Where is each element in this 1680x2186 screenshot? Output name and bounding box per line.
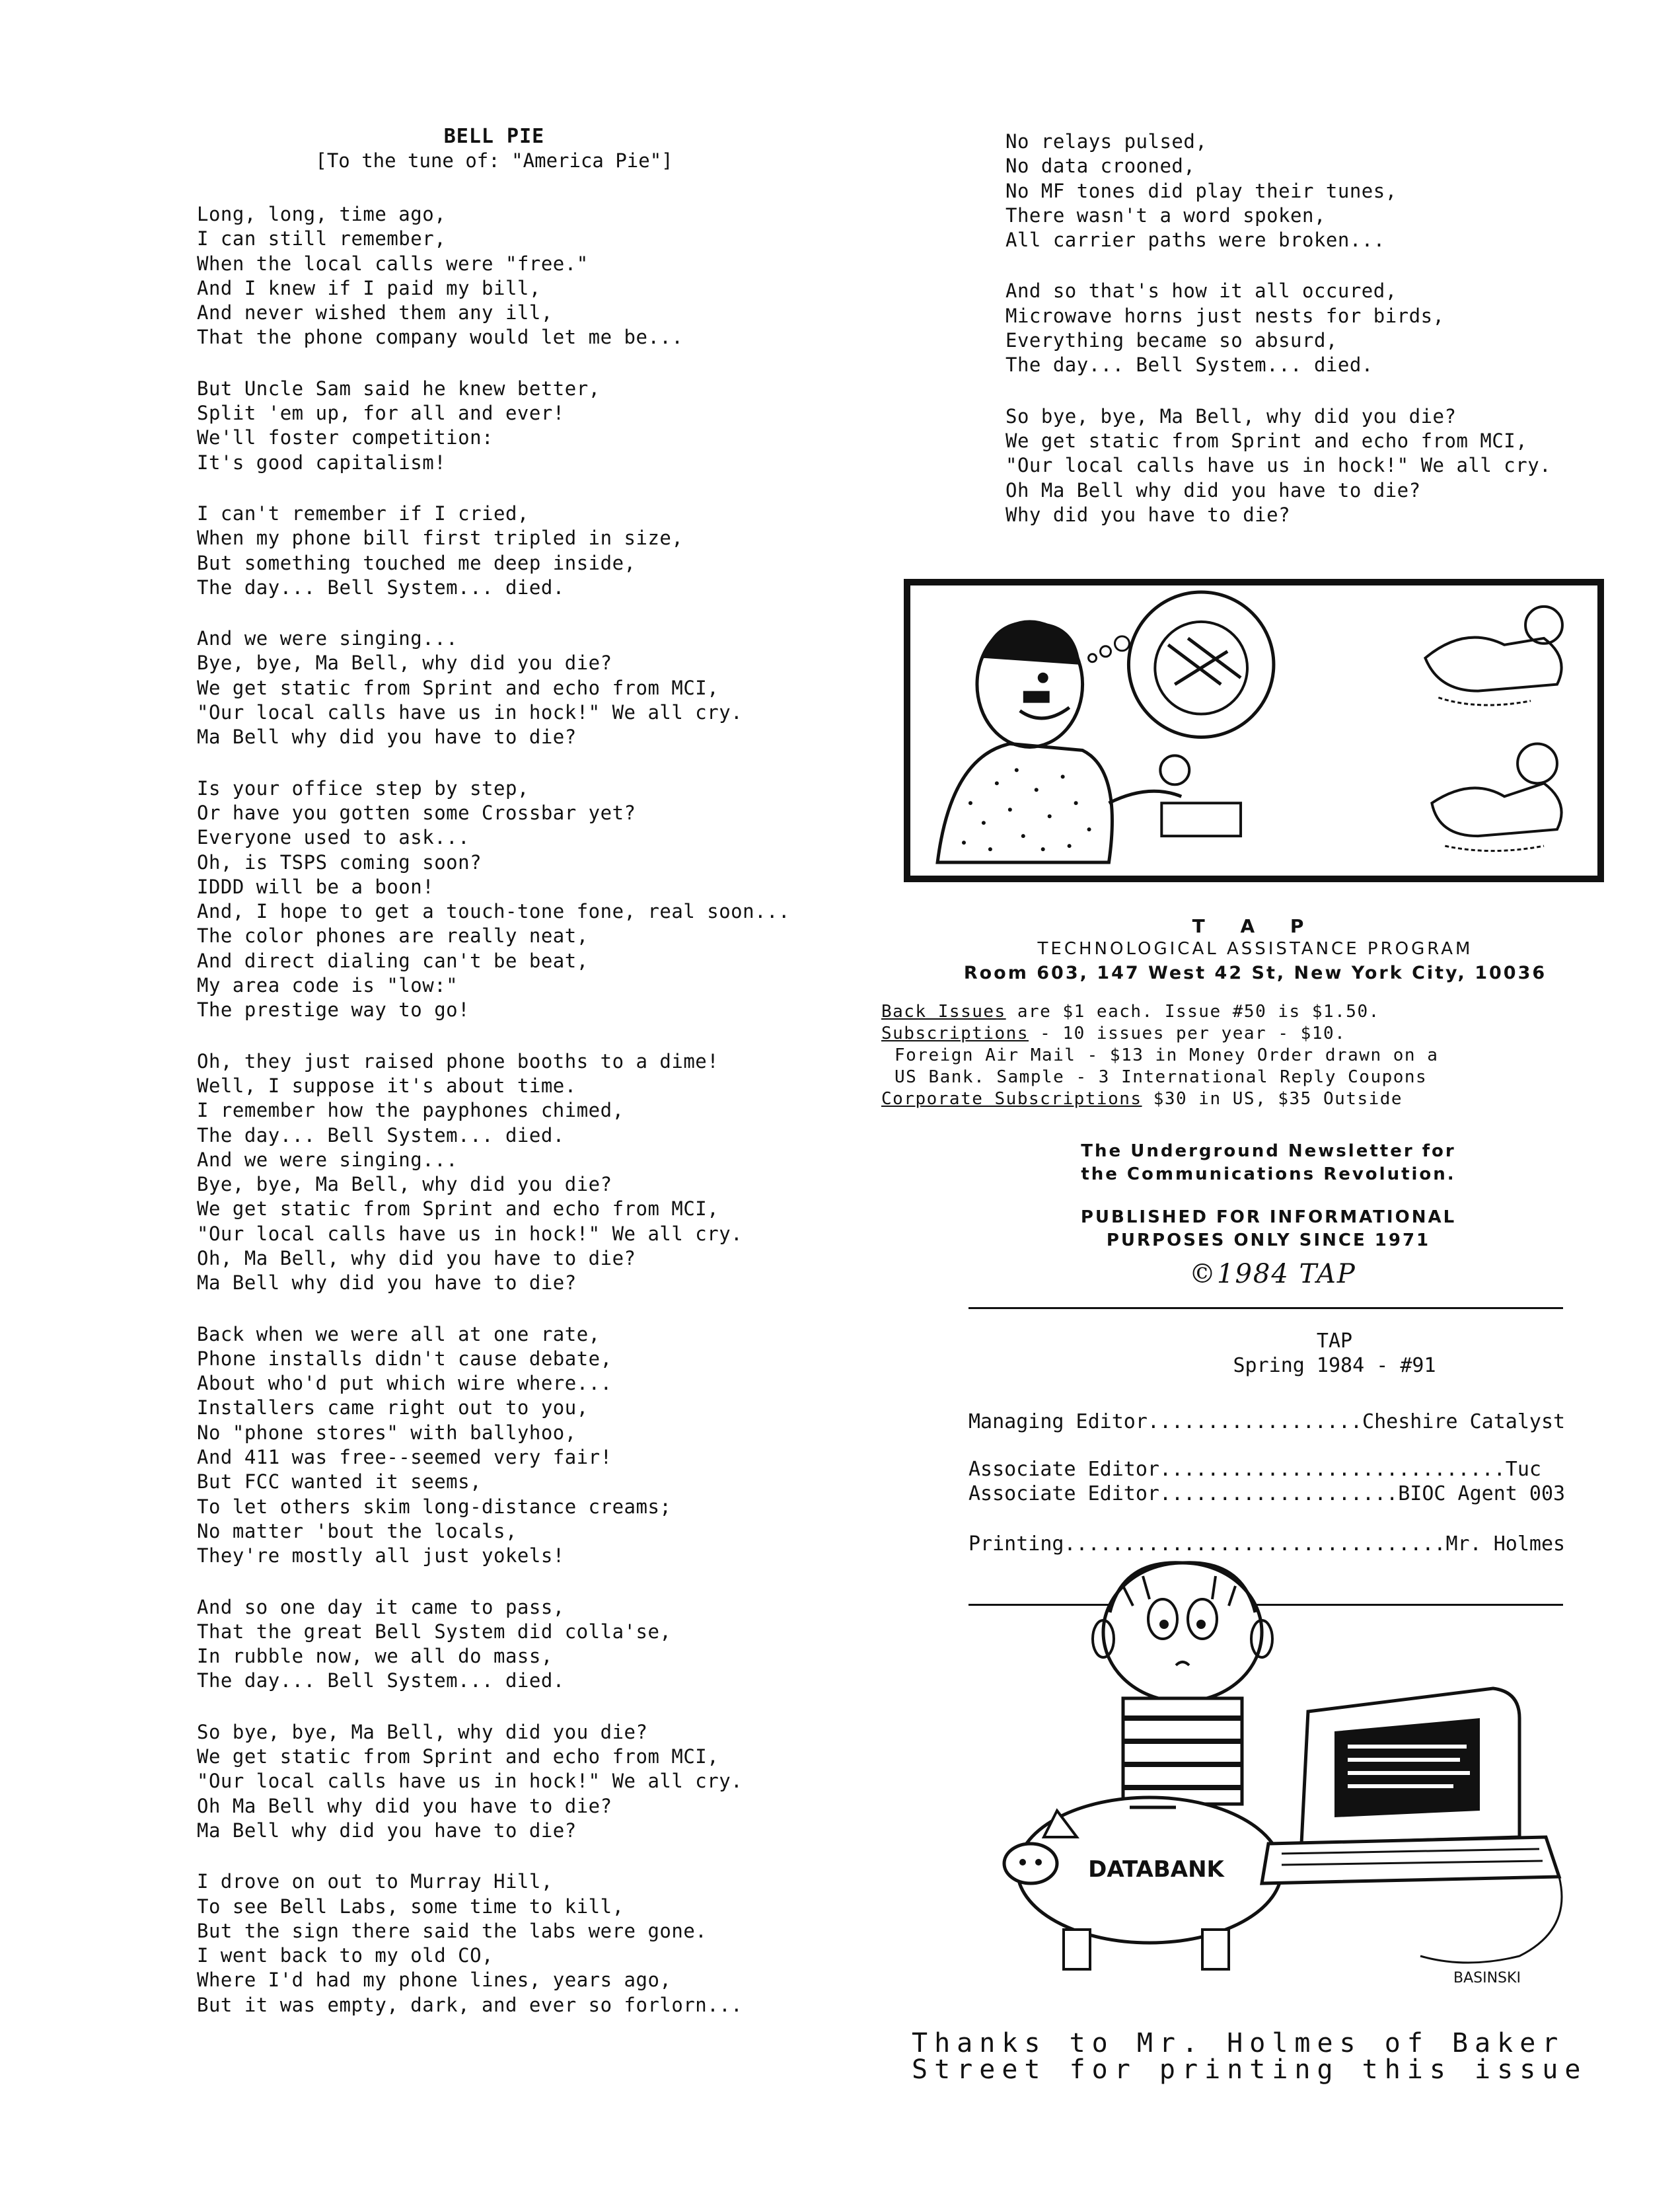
stanza — [197, 1322, 791, 1569]
lyric-line: The day... Bell System... died. — [197, 1669, 565, 1692]
lyric-line: We get static from Sprint and echo from MCI, — [197, 1197, 719, 1221]
stanza — [197, 502, 791, 600]
divider-rule-top — [968, 1307, 1563, 1309]
lyric-line: Long, long, time ago, — [197, 203, 447, 225]
lyric-line: The prestige way to go! — [197, 999, 470, 1022]
us-bank-line: US Bank. Sample - 3 International Reply Coupons — [895, 1067, 1428, 1087]
stanza — [197, 1720, 791, 1843]
lyric-line: We'll foster competition: — [197, 426, 493, 449]
lyric-line: Or have you gotten some Crossbar yet? — [197, 801, 636, 824]
lyric-line: Oh, Ma Bell, why did you have to die? — [197, 1246, 636, 1269]
tap-address: Room 603, 147 West 42 St, New York City, 10036 — [963, 963, 1547, 983]
lyric-line: It's good capitalism! — [197, 451, 447, 474]
corporate-label: Corporate Subscriptions — [881, 1089, 1142, 1109]
lyric-line: Oh, they just raised phone booths to a dime! — [197, 1049, 719, 1073]
lyric-line: "Our local calls have us in hock!" We all cry. — [1005, 454, 1552, 477]
lyric-line: But FCC wanted it seems, — [197, 1470, 482, 1493]
lyric-line: I can't remember if I cried, — [197, 502, 529, 525]
lyric-line: I can still remember, — [197, 227, 447, 250]
lyric-line: The color phones are really neat, — [197, 924, 589, 948]
lyric-line: Oh Ma Bell why did you have to die? — [1005, 478, 1421, 502]
lyric-line: No MF tones did play their tunes, — [1005, 179, 1397, 202]
lyric-line: Is your office step by step, — [197, 776, 529, 800]
lyric-line: And direct dialing can't be beat, — [197, 949, 589, 972]
lyric-line: IDDD will be a boon! — [197, 875, 435, 898]
lyric-line: No relays pulsed, — [1005, 130, 1208, 153]
song-subtitle: [To the tune of: "America Pie"] — [315, 149, 673, 172]
stanza — [1005, 279, 1600, 377]
lyric-line: The day... Bell System... died. — [197, 1123, 565, 1147]
thanks-note — [912, 2030, 1638, 2083]
lyric-line: No data crooned, — [1005, 155, 1196, 178]
subscription-rates — [881, 1001, 1654, 1110]
lyric-line: That the phone company would let me be... — [197, 326, 684, 349]
lyric-line: Everything became so absurd, — [1005, 329, 1338, 352]
lyric-line: And we were singing... — [197, 1148, 458, 1171]
corporate-line — [881, 1088, 1654, 1110]
lyric-line: My area code is "low:" — [197, 974, 458, 997]
lyric-line: About who'd put which wire where... — [197, 1372, 612, 1395]
lyric-line: But the sign there said the labs were gone. — [197, 1919, 708, 1942]
lyric-line: Installers came right out to you, — [197, 1396, 589, 1419]
lyric-line: Oh, is TSPS coming soon? — [197, 850, 482, 874]
tap-info — [872, 915, 1638, 987]
lyric-line: We get static from Sprint and echo from MCI, — [197, 1745, 719, 1768]
lyric-line: Well, I suppose it's about time. — [197, 1074, 577, 1097]
back-issues-line — [881, 1001, 1654, 1023]
artist-signature: BASINSKI — [1453, 1970, 1521, 1986]
lyric-line: Bye, bye, Ma Bell, why did you die? — [197, 652, 612, 675]
lyric-line: I drove on out to Murray Hill, — [197, 1870, 553, 1893]
lyric-line: In rubble now, we all do mass, — [197, 1645, 553, 1668]
telephone-cartoon — [904, 579, 1604, 882]
song-left-column — [197, 124, 791, 2044]
lyric-line: Everyone used to ask... — [197, 826, 470, 849]
foreign-mail-line: Foreign Air Mail - $13 in Money Order drawn on a — [895, 1045, 1439, 1065]
lyric-line: But it was empty, dark, and ever so forlorn... — [197, 1993, 743, 2016]
staff-associate-editor-1: Associate Editor.............................Tuc — [968, 1458, 1541, 1481]
subscriptions-text: - 10 issues per year - $10. — [1040, 1024, 1346, 1043]
stanza — [197, 377, 791, 475]
lyric-line: And so that's how it all occured, — [1005, 280, 1397, 303]
song-title: BELL PIE — [443, 125, 545, 148]
lyric-line: Why did you have to die? — [1005, 503, 1291, 526]
tap-full-name: TECHNOLOGICAL ASSISTANCE PROGRAM — [1037, 939, 1473, 959]
blurb-line-2: the Communications Revolution. — [1081, 1164, 1456, 1184]
lyric-line: And, I hope to get a touch-tone fone, real soon... — [197, 900, 790, 923]
back-issues-text: are $1 each. Issue #50 is $1.50. — [1017, 1002, 1380, 1022]
cartoon-illustration — [910, 585, 1597, 876]
masthead — [1123, 1329, 1546, 1378]
lyric-line: But something touched me deep inside, — [197, 551, 636, 574]
lyric-line: Split 'em up, for all and ever! — [197, 402, 565, 425]
lyric-line: That the great Bell System did colla'se, — [197, 1620, 672, 1643]
lyric-line: To see Bell Labs, some time to kill, — [197, 1895, 624, 1918]
lyric-line: And 411 was free--seemed very fair! — [197, 1446, 612, 1469]
lyric-line: I went back to my old CO, — [197, 1944, 493, 1967]
lyric-line: They're mostly all just yokels! — [197, 1544, 565, 1567]
stanza — [197, 202, 791, 350]
lyric-line: Phone installs didn't cause debate, — [197, 1347, 612, 1370]
lyric-line: All carrier paths were broken... — [1005, 229, 1385, 252]
lyric-line: I remember how the payphones chimed, — [197, 1099, 624, 1122]
right-stanzas — [1005, 130, 1600, 527]
thanks-line-1: Thanks to Mr. Holmes of Baker — [912, 2028, 1565, 2058]
staff-associate-editor-2: Associate Editor....................BIOC Agent 003 — [968, 1482, 1566, 1505]
lyric-line: Where I'd had my phone lines, years ago, — [197, 1969, 672, 1992]
stanza — [197, 1869, 791, 2017]
lyric-line: No "phone stores" with ballyhoo, — [197, 1421, 577, 1444]
lyric-line: And I knew if I paid my bill, — [197, 276, 541, 299]
databank-cartoon — [991, 1560, 1572, 1996]
lyric-line: When the local calls were "free." — [197, 252, 589, 275]
lyric-line: Ma Bell why did you have to die? — [197, 726, 577, 749]
subscriptions-line — [881, 1023, 1654, 1045]
stanza — [1005, 404, 1600, 527]
lyric-line: When my phone bill first tripled in size, — [197, 527, 684, 550]
lyric-line: Bye, bye, Ma Bell, why did you die? — [197, 1173, 612, 1196]
lyric-line: And never wished them any ill, — [197, 301, 553, 324]
song-right-column — [1005, 130, 1600, 554]
lyric-line: Back when we were all at one rate, — [197, 1322, 601, 1345]
copyright-mark: ©1984 TAP — [1189, 1259, 1356, 1289]
thanks-line-2: Street for printing this issue — [912, 2054, 1588, 2085]
stanza — [197, 1049, 791, 1296]
published-line-2: PURPOSES ONLY SINCE 1971 — [1106, 1230, 1431, 1250]
lyric-line: To let others skim long-distance creams; — [197, 1495, 672, 1518]
masthead-issue: Spring 1984 - #91 — [1233, 1354, 1436, 1377]
lyric-line: "Our local calls have us in hock!" We all cry. — [197, 701, 743, 724]
databank-illustration — [991, 1560, 1572, 1996]
lyric-line: "Our local calls have us in hock!" We all cry. — [197, 1770, 743, 1793]
tap-letters: T A P — [1192, 915, 1319, 937]
left-stanzas — [197, 202, 791, 2017]
lyric-line: Ma Bell why did you have to die? — [197, 1271, 577, 1295]
lyric-line: So bye, bye, Ma Bell, why did you die? — [197, 1720, 648, 1743]
lyric-line: Oh Ma Bell why did you have to die? — [197, 1794, 612, 1817]
lyric-line: Microwave horns just nests for birds, — [1005, 304, 1445, 327]
stanza — [197, 776, 791, 1023]
corporate-text: $30 in US, $35 Outside — [1153, 1089, 1403, 1109]
published-notice — [938, 1206, 1599, 1252]
stanza — [197, 1595, 791, 1694]
blurb-line-1: The Underground Newsletter for — [1081, 1141, 1456, 1161]
piggy-label: DATABANK — [1088, 1856, 1224, 1883]
published-line-1: PUBLISHED FOR INFORMATIONAL — [1080, 1207, 1457, 1227]
stanza — [197, 626, 791, 749]
lyric-line: We get static from Sprint and echo from MCI, — [197, 676, 719, 699]
stanza — [1005, 130, 1600, 252]
newsletter-blurb — [938, 1140, 1599, 1186]
lyric-line: There wasn't a word spoken, — [1005, 204, 1326, 227]
masthead-name: TAP — [1316, 1330, 1353, 1353]
lyric-line: And so one day it came to pass, — [197, 1595, 565, 1618]
staff-printing: Printing................................Mr. Holmes — [968, 1532, 1566, 1556]
staff-managing-editor: Managing Editor..................Cheshire Catalyst — [968, 1410, 1566, 1433]
lyric-line: Ma Bell why did you have to die? — [197, 1819, 577, 1842]
lyric-line: "Our local calls have us in hock!" We all cry. — [197, 1222, 743, 1245]
lyric-line: So bye, bye, Ma Bell, why did you die? — [1005, 404, 1457, 428]
subscriptions-label: Subscriptions — [881, 1024, 1029, 1043]
lyric-line: We get static from Sprint and echo from MCI, — [1005, 429, 1528, 452]
lyric-line: But Uncle Sam said he knew better, — [197, 377, 601, 400]
lyric-line: And we were singing... — [197, 627, 458, 650]
lyric-line: No matter 'bout the locals, — [197, 1519, 517, 1542]
lyric-line: The day... Bell System... died. — [1005, 354, 1373, 377]
back-issues-label: Back Issues — [881, 1002, 1006, 1022]
lyric-line: The day... Bell System... died. — [197, 576, 565, 599]
